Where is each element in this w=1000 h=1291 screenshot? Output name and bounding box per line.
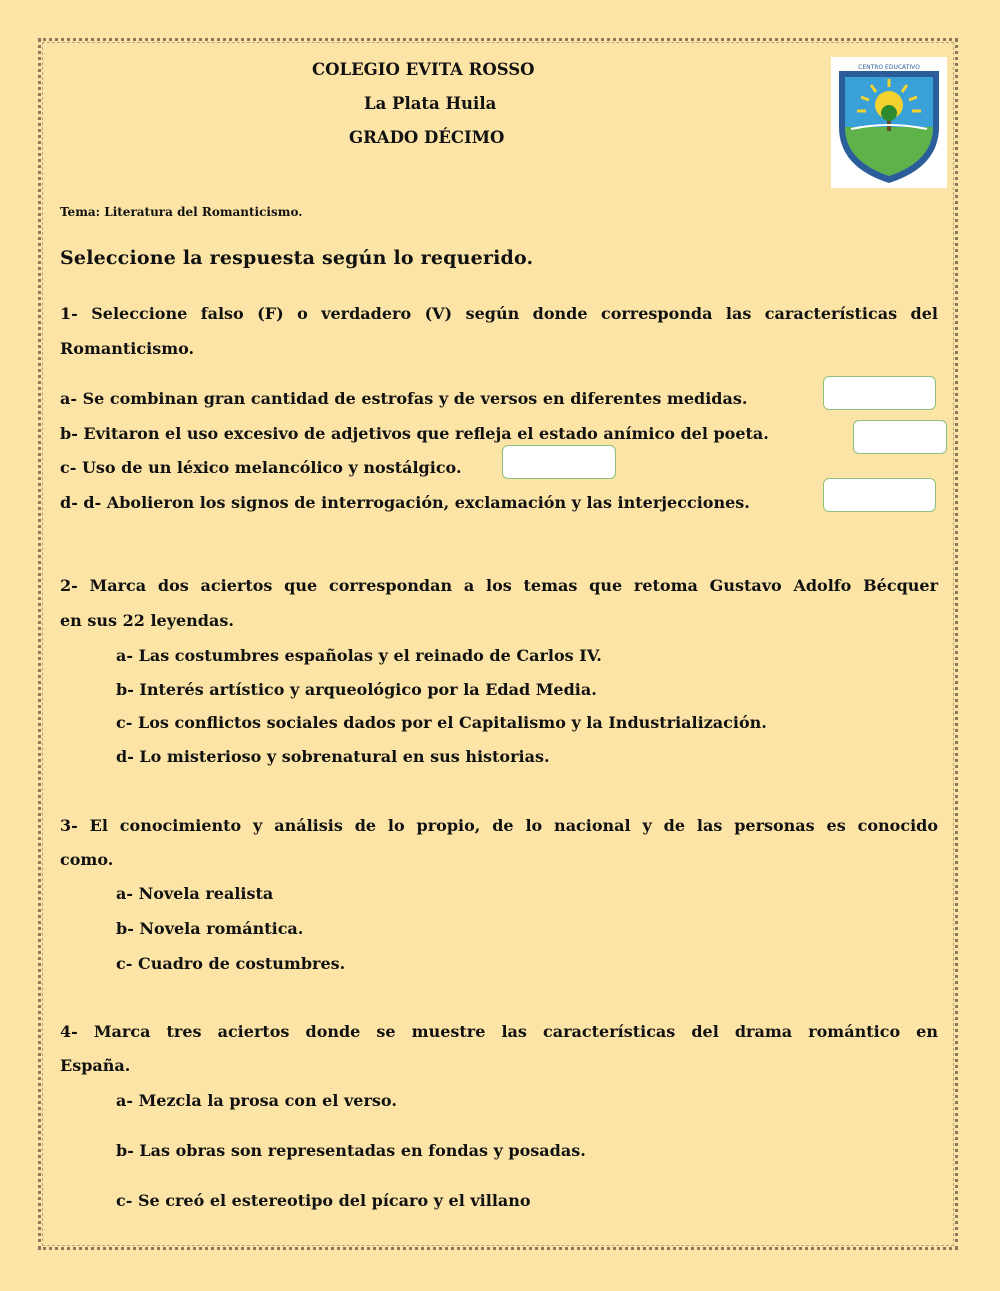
school-crest-icon bbox=[831, 57, 947, 188]
instruction: Seleccione la respuesta según lo requerido. bbox=[60, 247, 534, 269]
q3-option-a[interactable]: a- Novela realista bbox=[116, 884, 274, 903]
q2-option-d[interactable]: d- Lo misterioso y sobrenatural en sus historias. bbox=[116, 747, 550, 766]
q4-option-c[interactable]: c- Se creó el estereotipo del pícaro y el villano bbox=[116, 1191, 531, 1210]
q2-option-b[interactable]: b- Interés artístico y arqueológico por la Edad Media. bbox=[116, 680, 597, 699]
q2-prompt-line2: en sus 22 leyendas. bbox=[60, 611, 234, 630]
q1-item-a: a- Se combinan gran cantidad de estrofas y de versos en diferentes medidas. bbox=[60, 389, 748, 408]
q1-answer-d-input[interactable] bbox=[823, 478, 936, 512]
q4-prompt-line1: 4- Marca tres aciertos donde se muestre las características del drama romántico en bbox=[60, 1022, 938, 1041]
q1-answer-a-input[interactable] bbox=[823, 376, 936, 410]
q1-answer-c-input[interactable] bbox=[502, 445, 616, 479]
q3-option-c[interactable]: c- Cuadro de costumbres. bbox=[116, 954, 346, 973]
q3-prompt-line1: 3- El conocimiento y análisis de lo propio, de lo nacional y de las personas es conocido bbox=[60, 816, 938, 835]
school-location: La Plata Huila bbox=[364, 94, 497, 113]
topic: Tema: Literatura del Romanticismo. bbox=[60, 205, 303, 219]
q4-option-b[interactable]: b- Las obras son representadas en fondas y posadas. bbox=[116, 1141, 586, 1160]
q1-item-b: b- Evitaron el uso excesivo de adjetivos que refleja el estado anímico del poeta. bbox=[60, 424, 769, 443]
q3-prompt-line2: como. bbox=[60, 850, 114, 869]
q1-item-c: c- Uso de un léxico melancólico y nostálgico. bbox=[60, 458, 462, 477]
q4-option-a[interactable]: a- Mezcla la prosa con el verso. bbox=[116, 1091, 397, 1110]
svg-text:CENTRO EDUCATIVO: CENTRO EDUCATIVO bbox=[858, 64, 920, 71]
q4-prompt-line2: España. bbox=[60, 1056, 131, 1075]
q1-prompt-line2: Romanticismo. bbox=[60, 339, 195, 358]
grade-label: GRADO DÉCIMO bbox=[349, 128, 505, 147]
q1-prompt-line1: 1- Seleccione falso (F) o verdadero (V) según donde corresponda las características del bbox=[60, 304, 938, 323]
page-border-inner bbox=[42, 42, 954, 1246]
q1-answer-b-input[interactable] bbox=[853, 420, 947, 454]
q2-option-c[interactable]: c- Los conflictos sociales dados por el Capitalismo y la Industrialización. bbox=[116, 713, 767, 732]
q1-item-d: d- d- Abolieron los signos de interrogación, exclamación y las interjecciones. bbox=[60, 493, 750, 512]
q2-prompt-line1: 2- Marca dos aciertos que correspondan a los temas que retoma Gustavo Adolfo Bécquer bbox=[60, 576, 938, 595]
q3-option-b[interactable]: b- Novela romántica. bbox=[116, 919, 304, 938]
school-name: COLEGIO EVITA ROSSO bbox=[312, 60, 535, 79]
q2-option-a[interactable]: a- Las costumbres españolas y el reinado de Carlos IV. bbox=[116, 646, 602, 665]
